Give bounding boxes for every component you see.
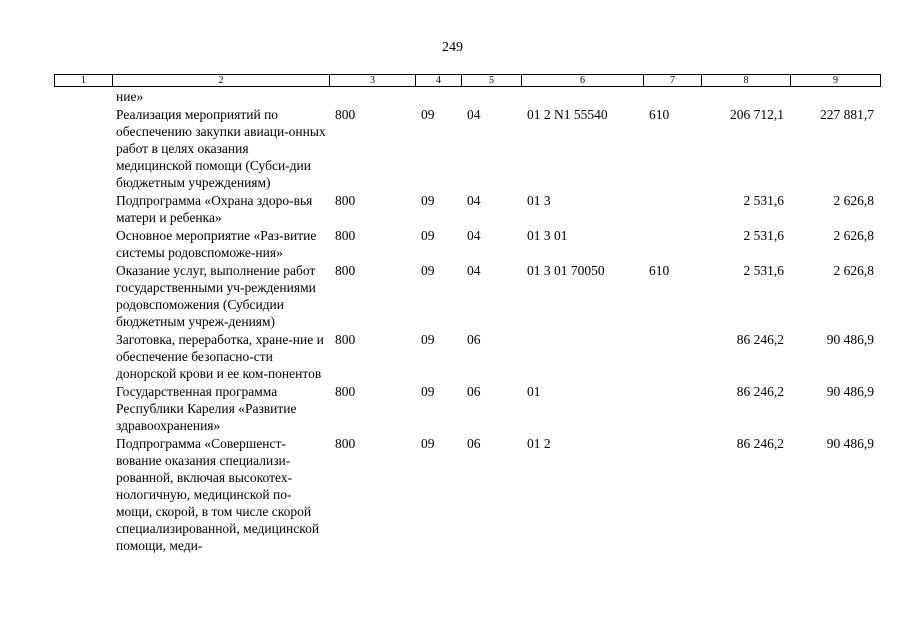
row-expense-type xyxy=(643,435,701,555)
row-amount-year-2: 2 626,8 xyxy=(833,193,874,208)
row-name: Подпрограмма «Совершенст-вование оказания специализи-рованной, включая высокотех-нологичную, медицинской по-мощи, скорой, в том числе скорой специализированной, медицинской помощи, меди- xyxy=(116,436,320,553)
row-amount-year-2 xyxy=(790,88,880,106)
row-expense-type xyxy=(643,331,701,383)
row-amount-year-2: 2 626,8 xyxy=(833,263,874,278)
row-subsection: 04 xyxy=(467,263,481,278)
row-section: 09 xyxy=(421,193,435,208)
row-amount-year-2: 2 626,8 xyxy=(833,228,874,243)
row-admin-code: 800 xyxy=(335,384,356,399)
row-section xyxy=(415,88,461,106)
row-amount-year-1: 206 712,1 xyxy=(730,107,784,122)
row-subsection: 04 xyxy=(467,107,481,122)
row-name: Государственная программа Республики Карелия «Развитие здравоохранения» xyxy=(116,384,297,433)
header-cell-1: 1 xyxy=(55,75,113,87)
header-cell-9: 9 xyxy=(791,75,881,87)
row-target-article: 01 3 xyxy=(527,193,551,208)
row-amount-year-2: 227 881,7 xyxy=(820,107,874,122)
header-cell-8: 8 xyxy=(702,75,791,87)
table-row xyxy=(54,106,880,192)
row-number-cell xyxy=(54,383,112,435)
table-row xyxy=(54,262,880,331)
row-target-article: 01 3 01 xyxy=(527,228,568,243)
row-name: Реализация мероприятий по обеспечению закупки авиаци-онных работ в целях оказания медицинской помощи (Субси-дии бюджетным учреждениям) xyxy=(116,107,326,190)
table-row xyxy=(54,383,880,435)
table-row xyxy=(54,227,880,262)
header-cell-2: 2 xyxy=(113,75,330,87)
row-number-cell xyxy=(54,435,112,555)
row-subsection: 04 xyxy=(467,228,481,243)
row-admin-code: 800 xyxy=(335,193,356,208)
row-section: 09 xyxy=(421,107,435,122)
row-name: Подпрограмма «Охрана здоро-вья матери и ребенка» xyxy=(116,193,313,225)
row-subsection: 06 xyxy=(467,436,481,451)
row-target-article xyxy=(521,88,643,106)
row-target-article xyxy=(521,331,643,383)
row-amount-year-1: 86 246,2 xyxy=(736,332,784,347)
row-subsection: 06 xyxy=(467,332,481,347)
row-target-article: 01 2 N1 55540 xyxy=(527,107,608,122)
row-subsection: 06 xyxy=(467,384,481,399)
header-cell-6: 6 xyxy=(522,75,644,87)
row-name: Оказание услуг, выполнение работ государственными уч-реждениями родовспоможения (Субсидии бюджетным учреж-дениям) xyxy=(116,263,316,329)
row-target-article: 01 xyxy=(527,384,541,399)
row-expense-type xyxy=(643,383,701,435)
row-number-cell xyxy=(54,262,112,331)
header-cell-3: 3 xyxy=(330,75,416,87)
header-row xyxy=(55,75,881,87)
row-target-article: 01 2 xyxy=(527,436,551,451)
row-name: ние» xyxy=(116,89,144,104)
row-admin-code xyxy=(329,88,415,106)
row-admin-code: 800 xyxy=(335,263,356,278)
row-expense-type: 610 xyxy=(649,107,670,122)
header-cell-5: 5 xyxy=(462,75,522,87)
row-subsection xyxy=(461,88,521,106)
page-number: 249 xyxy=(442,40,463,55)
budget-table xyxy=(54,88,880,555)
header-cell-7: 7 xyxy=(644,75,702,87)
header-cell-4: 4 xyxy=(416,75,462,87)
table-row xyxy=(54,331,880,383)
row-amount-year-2: 90 486,9 xyxy=(826,436,874,451)
row-number-cell xyxy=(54,192,112,227)
row-admin-code: 800 xyxy=(335,228,356,243)
row-number-cell xyxy=(54,227,112,262)
table-row xyxy=(54,192,880,227)
row-expense-type: 610 xyxy=(649,263,670,278)
row-name: Основное мероприятие «Раз-витие системы родовспоможе-ния» xyxy=(116,228,317,260)
row-number-cell xyxy=(54,88,112,106)
row-section: 09 xyxy=(421,384,435,399)
row-admin-code: 800 xyxy=(335,107,356,122)
row-amount-year-1 xyxy=(701,88,790,106)
row-admin-code: 800 xyxy=(335,332,356,347)
row-amount-year-1: 86 246,2 xyxy=(736,384,784,399)
row-amount-year-1: 2 531,6 xyxy=(743,193,784,208)
row-name: Заготовка, переработка, хране-ние и обеспечение безопасно-сти донорской крови и ее ком-понентов xyxy=(116,332,324,381)
budget-table-body xyxy=(54,88,880,555)
table-row xyxy=(54,88,880,106)
row-amount-year-2: 90 486,9 xyxy=(826,332,874,347)
row-expense-type xyxy=(643,192,701,227)
row-target-article: 01 3 01 70050 xyxy=(527,263,605,278)
row-section: 09 xyxy=(421,263,435,278)
row-section: 09 xyxy=(421,436,435,451)
row-amount-year-1: 2 531,6 xyxy=(743,228,784,243)
row-amount-year-1: 86 246,2 xyxy=(736,436,784,451)
row-expense-type xyxy=(643,88,701,106)
column-number-header xyxy=(54,74,881,87)
row-number-cell xyxy=(54,331,112,383)
row-amount-year-2: 90 486,9 xyxy=(826,384,874,399)
row-amount-year-1: 2 531,6 xyxy=(743,263,784,278)
row-section: 09 xyxy=(421,332,435,347)
row-admin-code: 800 xyxy=(335,436,356,451)
table-row xyxy=(54,435,880,555)
row-expense-type xyxy=(643,227,701,262)
row-number-cell xyxy=(54,106,112,192)
row-subsection: 04 xyxy=(467,193,481,208)
row-section: 09 xyxy=(421,228,435,243)
